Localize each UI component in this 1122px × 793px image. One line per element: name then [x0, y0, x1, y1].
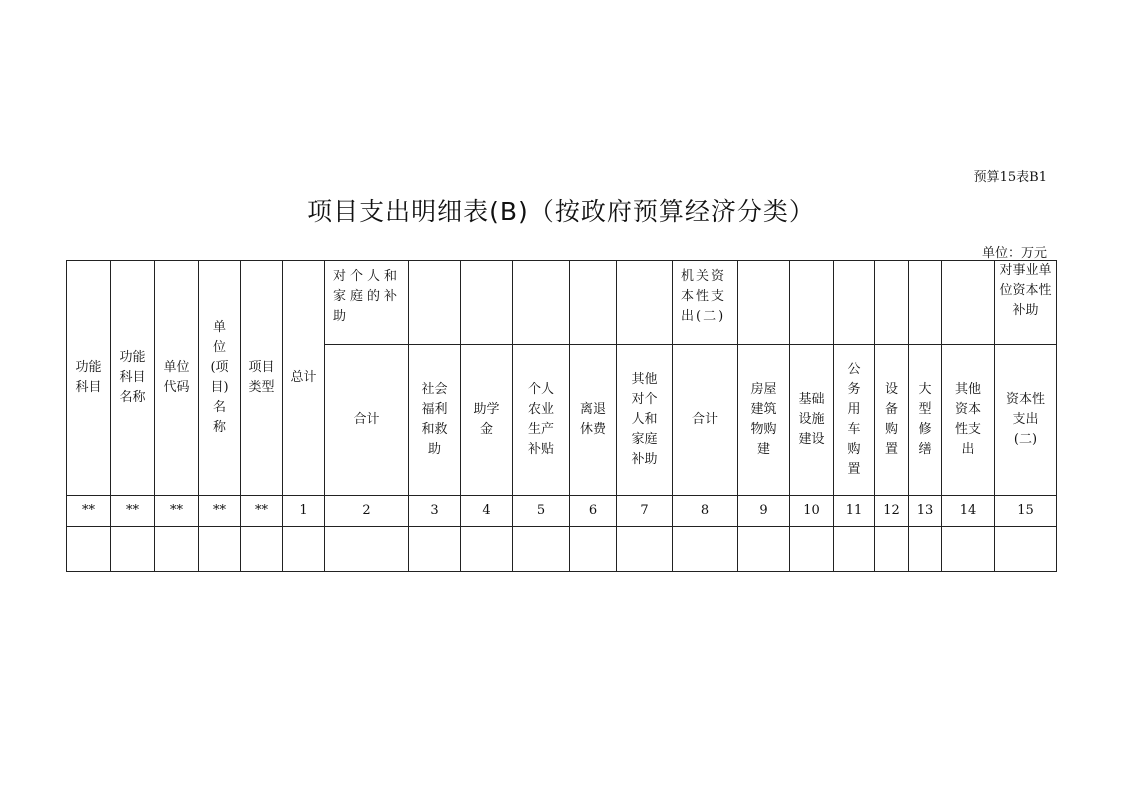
index-cell: 8: [673, 496, 738, 527]
data-cell[interactable]: [111, 527, 155, 572]
header-personal-sum: 合计: [325, 345, 409, 496]
data-cell[interactable]: [283, 527, 325, 572]
page-title: 项目支出明细表(B)（按政府预算经济分类）: [307, 197, 815, 226]
header-blank: [617, 261, 673, 345]
data-cell[interactable]: [409, 527, 461, 572]
data-cell[interactable]: [673, 527, 738, 572]
unit-label: 单位：万元: [981, 246, 1047, 261]
data-row: [67, 527, 1057, 572]
data-cell[interactable]: [834, 527, 875, 572]
index-cell: 9: [738, 496, 790, 527]
data-cell[interactable]: [790, 527, 834, 572]
header-retirement: 离退休费: [570, 345, 617, 496]
index-row: [67, 496, 1057, 527]
header-student-aid: 助学金: [461, 345, 513, 496]
data-cell[interactable]: [570, 527, 617, 572]
data-cell[interactable]: [241, 527, 283, 572]
index-cell: 11: [834, 496, 875, 527]
data-cell[interactable]: [942, 527, 995, 572]
index-cell: 4: [461, 496, 513, 527]
header-total: 总计: [283, 261, 325, 496]
header-func-subject: 功能科目: [67, 261, 111, 496]
header-equipment: 设备购置: [875, 345, 909, 496]
header-blank: [942, 261, 995, 345]
data-cell[interactable]: [875, 527, 909, 572]
data-cell[interactable]: [513, 527, 570, 572]
header-vehicle: 公务用车购置: [834, 345, 875, 496]
header-func-subject-name: 功能科目名称: [111, 261, 155, 496]
data-cell[interactable]: [461, 527, 513, 572]
header-blank: [909, 261, 942, 345]
form-code: 预算15表B1: [973, 170, 1047, 185]
header-infrastructure: 基础设施建设: [790, 345, 834, 496]
header-blank: [834, 261, 875, 345]
index-cell: 2: [325, 496, 409, 527]
header-blank: [409, 261, 461, 345]
header-capital-enterprise: 资本性支出(二): [995, 345, 1057, 496]
data-cell[interactable]: [325, 527, 409, 572]
header-group-personal: 对个人和家庭的补助: [325, 261, 409, 345]
index-cell: 15: [995, 496, 1057, 527]
index-cell: 7: [617, 496, 673, 527]
header-blank: [790, 261, 834, 345]
header-row-1: [67, 261, 1057, 345]
header-capital-sum: 合计: [673, 345, 738, 496]
data-cell[interactable]: [155, 527, 199, 572]
header-blank: [875, 261, 909, 345]
index-cell: 14: [942, 496, 995, 527]
header-blank: [461, 261, 513, 345]
header-repair: 大型修缮: [909, 345, 942, 496]
header-other-personal: 其他对个人和家庭补助: [617, 345, 673, 496]
data-cell[interactable]: [617, 527, 673, 572]
index-cell: **: [111, 496, 155, 527]
header-social-welfare: 社会福利和救助: [409, 345, 461, 496]
index-cell: **: [155, 496, 199, 527]
header-building: 房屋建筑物购建: [738, 345, 790, 496]
header-group-enterprise: 对事业单位资本性补助: [995, 261, 1057, 345]
index-cell: 3: [409, 496, 461, 527]
data-cell[interactable]: [909, 527, 942, 572]
data-cell[interactable]: [67, 527, 111, 572]
index-cell: 12: [875, 496, 909, 527]
index-cell: 5: [513, 496, 570, 527]
header-blank: [570, 261, 617, 345]
index-cell: **: [241, 496, 283, 527]
header-project-type: 项目类型: [241, 261, 283, 496]
data-cell[interactable]: [738, 527, 790, 572]
expenditure-table: [66, 260, 1057, 572]
header-blank: [738, 261, 790, 345]
header-other-capital: 其他资本性支出: [942, 345, 995, 496]
data-cell[interactable]: [995, 527, 1057, 572]
index-cell: 10: [790, 496, 834, 527]
header-blank: [513, 261, 570, 345]
header-unit-code: 单位代码: [155, 261, 199, 496]
header-unit-project-name: 单位(项目)名称: [199, 261, 241, 496]
header-agri-subsidy: 个人农业生产补贴: [513, 345, 570, 496]
index-cell: 6: [570, 496, 617, 527]
data-cell[interactable]: [199, 527, 241, 572]
index-cell: **: [67, 496, 111, 527]
header-group-organ-capital: 机关资本性支出(二): [673, 261, 738, 345]
index-cell: 13: [909, 496, 942, 527]
index-cell: 1: [283, 496, 325, 527]
index-cell: **: [199, 496, 241, 527]
